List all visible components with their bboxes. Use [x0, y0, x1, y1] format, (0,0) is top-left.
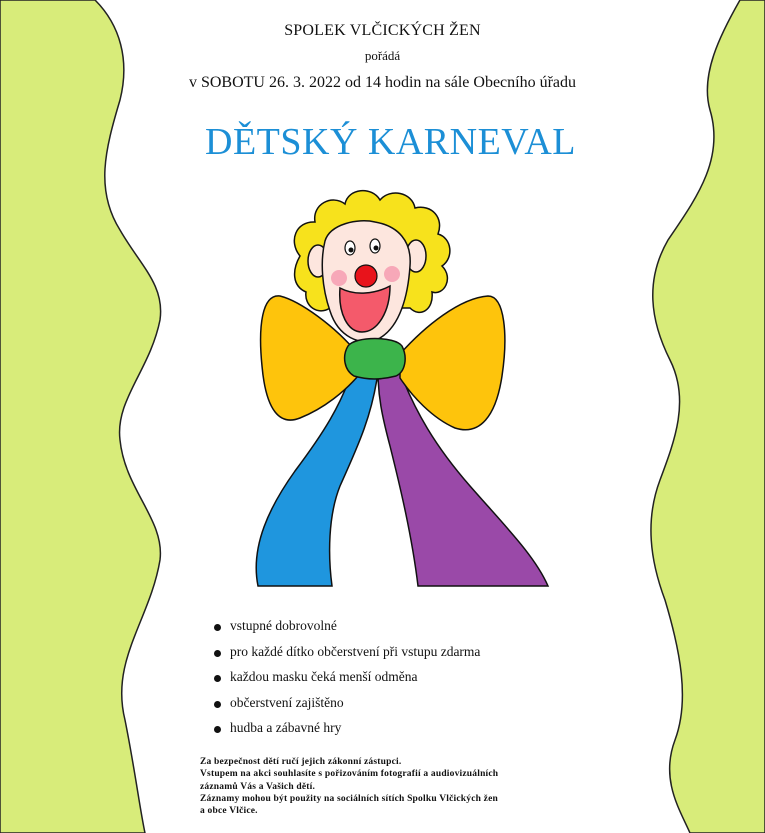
list-item-text: hudba a zábavné hry — [230, 720, 342, 735]
organizer-name: SPOLEK VLČICKÝCH ŽEN — [284, 22, 481, 39]
list-item — [214, 644, 480, 670]
bullet-icon — [214, 701, 221, 708]
notice-line: Za bezpečnost dětí ručí jejich zákonní zástupci. — [200, 757, 402, 767]
list-item-text: občerstvení zajištěno — [230, 694, 344, 710]
bullet-icon — [214, 624, 221, 631]
clown-nose — [355, 265, 377, 287]
bow-knot — [345, 339, 405, 380]
notice-line: a obce Vlčice. — [200, 806, 258, 817]
bullet-icon — [214, 650, 221, 657]
list-item — [214, 669, 480, 695]
list-item — [214, 720, 480, 746]
list-item-text: každou masku čeká menší odměna — [230, 669, 418, 684]
list-item — [214, 695, 480, 721]
right-cheek — [384, 266, 400, 282]
list-item-text: vstupné dobrovolné — [230, 618, 337, 633]
list-item-text: pro každé dítko občerstvení při vstupu zdarma — [230, 643, 481, 659]
bullet-icon — [214, 726, 221, 733]
left-cheek — [331, 270, 347, 286]
organizer-verb: pořádá — [364, 48, 401, 63]
info-list — [214, 618, 480, 746]
notice-line: Záznamy mohou být použity na sociálních sítích Spolku Vlčických žen — [200, 793, 499, 804]
list-item — [214, 618, 480, 644]
event-date-place: v SOBOTU 26. 3. 2022 od 14 hodin na sále Obecního úřadu — [188, 74, 577, 91]
notice-line: Vstupem na akci souhlasíte s pořizováním fotografií a audiovizuálních — [200, 769, 499, 780]
bullet-icon — [214, 675, 221, 682]
notice-line: záznamů Vás a Vašich dětí. — [200, 781, 316, 792]
clown-illustration — [240, 186, 550, 592]
event-title: DĚTSKÝ KARNEVAL — [205, 121, 576, 163]
legal-notice — [200, 756, 498, 817]
